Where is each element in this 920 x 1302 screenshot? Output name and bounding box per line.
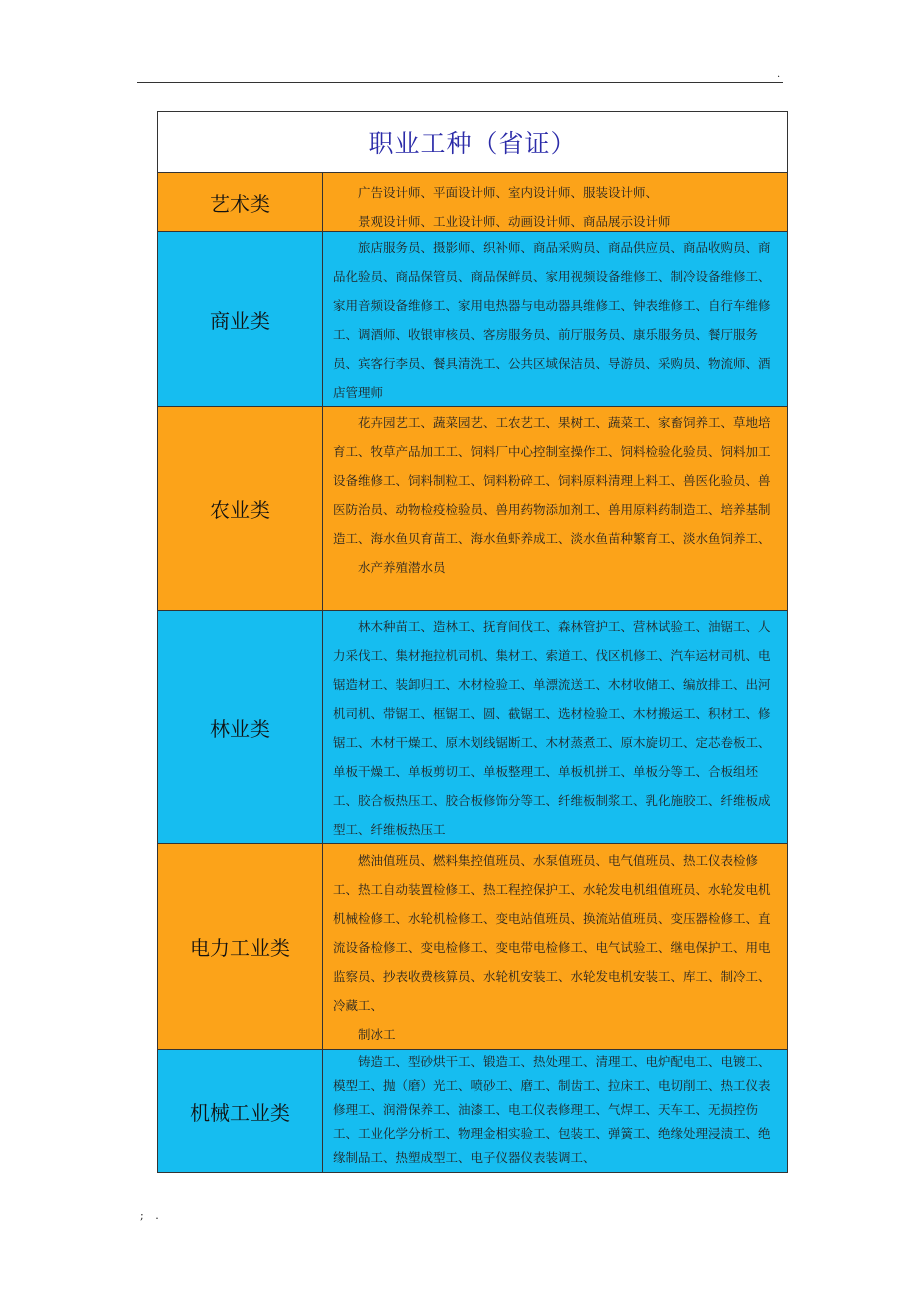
content-paragraph: 林木种苗工、造林工、抚育间伐工、森林管护工、营林试验工、油锯工、人力采伐工、集材拖拉机司机、集材工、索道工、伐区机修工、汽车运材司机、电锯造材工、装卸归工、木材检验工、单漂流送工、木材收储工、编放排工、出河机司机、带锯工、框锯工、圆、截锯工、选材检验工、木材搬运工、积材工、修锯工、木材干燥工、原木划线锯断工、木材蒸煮工、原木旋切工、定芯卷板工、单板干燥工、单板剪切工、单板整理工、单板机拼工、单板分等工、合板组坯工、胶合板热压工、胶合板修饰分等工、纤维板制浆工、乳化施胶工、纤维板成型工、纤维板热压工 — [333, 619, 771, 837]
table-title: 职业工种（省证） — [368, 129, 577, 158]
content-paragraph: 铸造工、型砂烘干工、锻造工、热处理工、清理工、电炉配电工、电镀工、模型工、抛（磨）光工、喷砂工、磨工、制齿工、拉床工、电切削工、热工仪表修理工、润滑保养工、油漆工、电工仪表修理工、气焊工、天车工、无损控伤工、工业化学分析工、物理金相实验工、包装工、弹簧工、绝缘处理浸渍工、绝缘制品工、热塑成型工、电子仪器仪表装调工、 — [333, 1054, 771, 1165]
category-content — [323, 173, 787, 231]
table-row — [158, 844, 787, 1050]
category-content — [323, 407, 787, 610]
content-paragraph: 景观设计师、工业设计师、动画设计师、商品展示设计师 — [358, 214, 671, 229]
footer-mark: ; . — [140, 1209, 163, 1222]
content-paragraph: 花卉园艺工、蔬菜园艺、工农艺工、果树工、蔬菜工、家畜饲养工、草地培育工、牧草产品加工工、饲料厂中心控制室操作工、饲料检验化验员、饲料加工设备维修工、饲料制粒工、饲料粉碎工、饲料原料清理上料工、兽医化验员、兽医防治员、动物检疫检验员、兽用药物添加剂工、兽用原料药制造工、培养基制造工、海水鱼贝育苗工、海水鱼虾养成工、淡水鱼苗种繁育工、淡水鱼饲养工、 — [333, 415, 771, 546]
table-row — [158, 611, 787, 844]
content-paragraph: 旅店服务员、摄影师、织补师、商品采购员、商品供应员、商品收购员、商品化验员、商品保管员、商品保鲜员、家用视频设备维修工、制冷设备维修工、家用音频设备维修工、家用电热器与电动器具维修工、钟表维修工、自行车维修工、调酒师、收银审核员、客房服务员、前厅服务员、康乐服务员、餐厅服务员、宾客行李员、餐具清洗工、公共区域保洁员、导游员、采购员、物流师、酒店管理师 — [333, 240, 771, 400]
category-label: 林业类 — [158, 611, 323, 843]
category-label: 商业类 — [158, 232, 323, 406]
category-label: 电力工业类 — [158, 844, 323, 1049]
occupation-table — [157, 111, 788, 1173]
table-row — [158, 232, 787, 407]
table-row — [158, 407, 787, 611]
category-content — [323, 232, 787, 406]
category-content — [323, 844, 787, 1049]
content-paragraph: 燃油值班员、燃料集控值班员、水泵值班员、电气值班员、热工仪表检修工、热工自动装置检修工、热工程控保护工、水轮发电机组值班员、水轮发电机机械检修工、水轮机检修工、变电站值班员、换流站值班员、变压器检修工、直流设备检修工、变电检修工、变电带电检修工、电气试验工、继电保护工、用电监察员、抄表收费核算员、水轮机安装工、水轮发电机安装工、库工、制冷工、冷藏工、 — [333, 853, 771, 1013]
table-row — [158, 1050, 787, 1172]
category-label: 艺术类 — [158, 173, 323, 231]
category-label: 农业类 — [158, 407, 323, 610]
table-title-row — [158, 112, 787, 173]
header-dot: . — [777, 69, 781, 80]
category-content — [323, 1050, 787, 1172]
table-row — [158, 173, 787, 232]
content-paragraph: 水产养殖潜水员 — [358, 560, 446, 575]
category-label: 机械工业类 — [158, 1050, 323, 1172]
category-content — [323, 611, 787, 843]
content-paragraph: 制冰工 — [358, 1027, 396, 1042]
header-rule — [137, 82, 783, 83]
content-paragraph: 广告设计师、平面设计师、室内设计师、服装设计师、 — [358, 185, 659, 200]
